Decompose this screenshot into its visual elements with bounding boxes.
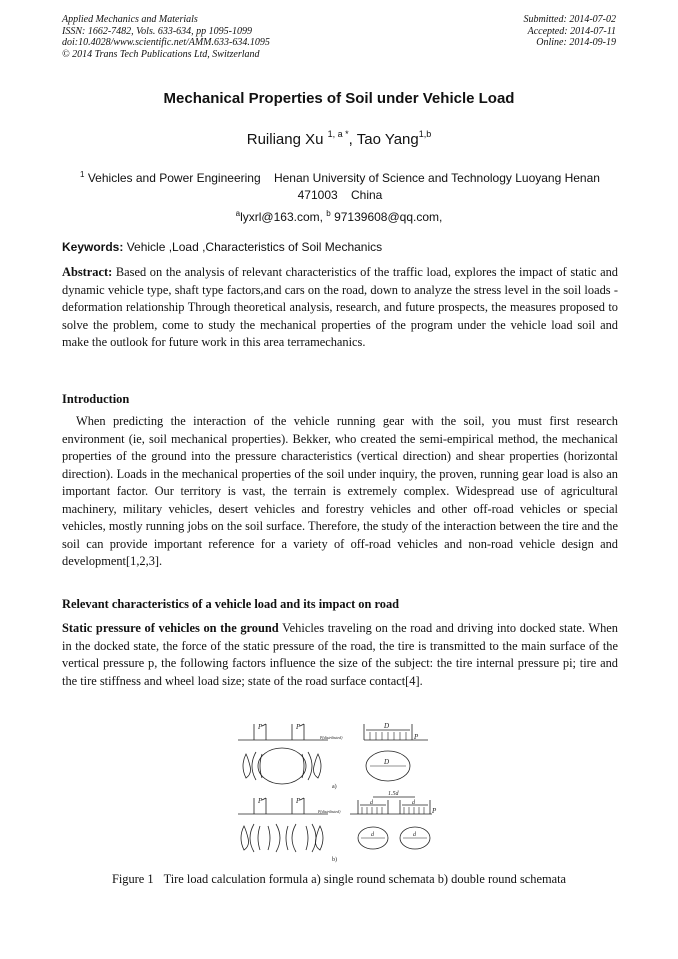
journal-info	[62, 14, 270, 60]
paper-title: Mechanical Properties of Soil under Vehicle Load	[163, 90, 515, 107]
author-1-affiliation: 1, a *	[327, 129, 349, 139]
journal-name: Applied Mechanics and Materials	[62, 14, 198, 25]
affiliation-marker: 1	[80, 170, 85, 179]
keywords-text: Vehicle ,Load ,Characteristics of Soil Mechanics	[123, 240, 383, 254]
static-pressure-label: Static pressure of vehicles on the ground	[62, 621, 279, 635]
email-addresses	[0, 209, 678, 224]
static-pressure-text: Vehicles traveling on the road and driving into docked state. When in the docked state, the force of the static pressure of the road, the tire is transmitted to the main surface of the vertical pressure p, the following factors influence the size of the subject: the tire internal pressure pi; tire and the tire stiffness and wheel load size; state of the road surface contact[4].	[62, 621, 619, 688]
subfigure-b-label: b)	[332, 857, 337, 863]
email-a-marker: a	[235, 209, 241, 218]
introduction-text: When predicting the interaction of the vehicle running gear with the soil, you must first research environment (ie, soil mechanical properties). Bekker, who created the semi-empirical method, the mechanical properties of the ground into the pressure characteristics (vertical direction) and shear properties (horizontal direction). Loads in the mechanical properties of the soil under inquiry, the proven, running gear load is also an important factor. Our territory is vast, the terrain is extremely complex. Widespread use of agricultural machinery, military vehicles, desert vehicles and forestry vehicles and other off-road vehicles or special vehicles, mostly running jobs on the soil surface. Therefore, the study of the interaction between the tire and the soil can provide important reference for a variety of off-road vehicles and non-road vehicle design and development[1,2,3].	[62, 414, 618, 568]
load-label-p2: P	[296, 723, 301, 731]
submission-dates	[524, 14, 617, 49]
load-label-p4: P	[258, 797, 263, 805]
author-1: Ruiliang Xu	[246, 131, 324, 148]
load-label-p6: P	[432, 807, 437, 815]
online-date: Online: 2014-09-19	[536, 37, 616, 48]
subfigure-a-label: a)	[332, 784, 337, 790]
submitted-date: Submitted: 2014-07-02	[523, 14, 616, 25]
distributed-label-a: P(distributed)	[320, 735, 343, 740]
figure-caption	[0, 872, 678, 887]
figure-number: Figure 1	[111, 872, 154, 886]
distributed-label-b: P(distributed)	[318, 809, 341, 814]
abstract-label: Abstract:	[62, 265, 113, 279]
journal-copyright: © 2014 Trans Tech Publications Ltd, Switzerland	[62, 48, 260, 60]
author-2-affiliation: 1,b	[418, 129, 432, 139]
relevant-heading: Relevant characteristics of a vehicle load and its impact on road	[62, 597, 400, 611]
abstract-text: Based on the analysis of relevant characteristics of the traffic load, explores the impact of static and dynamic vehicle type, shaft type factors,and cars on the road, down to analyze the stress level in the soil loads -deformation relationship Through theoretical analysis, research, and future prospects, the measures proposed to solve the problem, come to study the mechanical properties of the program under the vehicle load soil and make the outlook for future work in this area terramechanics.	[62, 265, 618, 349]
journal-doi: doi:10.4028/www.scientific.net/AMM.633-634.1095	[62, 37, 270, 48]
diameter-label-D2: D	[384, 758, 390, 766]
author-separator: ,	[348, 131, 357, 148]
email-b-marker: b	[326, 209, 331, 218]
author-2: Tao Yang	[356, 131, 419, 148]
introduction-heading: Introduction	[62, 392, 130, 406]
load-label-p3: P	[414, 733, 419, 741]
journal-issn: ISSN: 1662-7482, Vols. 633-634, pp 1095-1099	[62, 25, 252, 37]
width-label-d1: d	[370, 800, 373, 806]
email-a: lyxrl@163.com,	[240, 210, 327, 224]
load-label-p1: P	[258, 723, 263, 731]
keywords-label: Keywords:	[62, 240, 124, 254]
width-label-d2: d	[412, 800, 415, 806]
diameter-label-D: D	[384, 722, 390, 730]
email-b: 97139608@qq.com,	[330, 210, 443, 224]
static-pressure-paragraph	[62, 620, 618, 690]
keywords	[62, 240, 618, 254]
author-list	[0, 129, 678, 148]
affiliation-line-1: Vehicles and Power Engineering Henan University of Science and Technology Luoyang Henan	[87, 171, 600, 185]
tire-load-figure	[232, 718, 454, 864]
spacing-label-15d: 1.5d	[388, 791, 399, 797]
load-label-p5: P	[296, 797, 301, 805]
width-label-d3: d	[371, 832, 374, 838]
affiliation-line-2: 471003 China	[297, 188, 383, 202]
figure-caption-text: Tire load calculation formula a) single round schemata b) double round schemata	[163, 872, 567, 886]
width-label-d4: d	[413, 832, 416, 838]
affiliation	[62, 166, 618, 204]
abstract	[62, 264, 618, 352]
accepted-date: Accepted: 2014-07-11	[527, 25, 616, 37]
